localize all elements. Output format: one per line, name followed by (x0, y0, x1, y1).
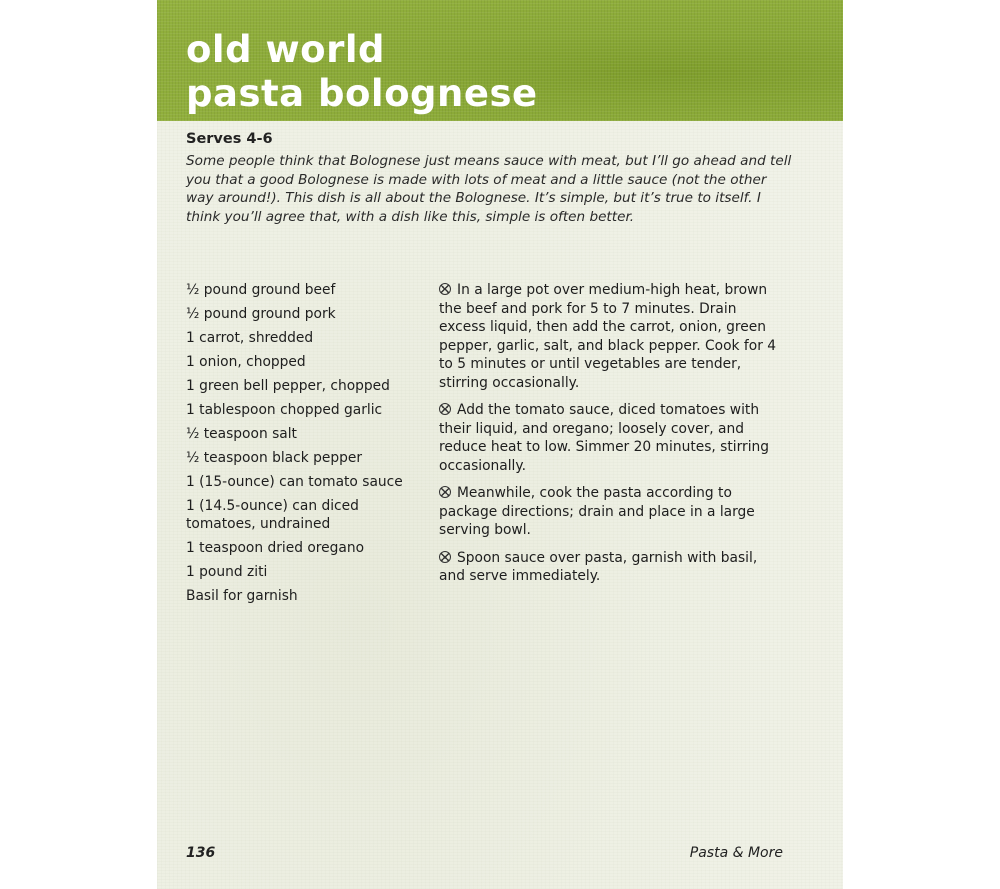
ingredient-item: 1 teaspoon dried oregano (186, 540, 365, 556)
ingredient-item: 1 (14.5-ounce) can diced tomatoes, undrained (186, 498, 359, 532)
serves-label: Serves 4-6 (186, 131, 273, 147)
ingredient-item: ½ pound ground beef (186, 282, 336, 298)
method-step (439, 484, 784, 540)
crossed-circle-icon (439, 486, 451, 498)
method-step-text: Meanwhile, cook the pasta according to package directions; drain and place in a large serving bowl. (439, 485, 755, 538)
recipe-title (186, 28, 538, 116)
crossed-circle-icon (439, 551, 451, 563)
ingredient-item: 1 tablespoon chopped garlic (186, 402, 383, 418)
method-step-text: In a large pot over medium-high heat, brown the beef and pork for 5 to 7 minutes. Drain excess liquid, then add the carrot, onion, green pepper, garlic, salt, and black pepper. Cook for 4 to 5 minutes or until vegetables are tender, stirring occasionally. (439, 282, 777, 391)
ingredient-item: Basil for garnish (186, 588, 298, 604)
method-step-text: Add the tomato sauce, diced tomatoes with their liquid, and oregano; loosely cover, and reduce heat to low. Simmer 20 minutes, stirring occasionally. (439, 402, 770, 474)
crossed-circle-icon (439, 283, 451, 295)
title-banner (157, 0, 843, 121)
method-step (439, 549, 784, 586)
page-number: 136 (186, 845, 216, 861)
ingredient-item: 1 carrot, shredded (186, 330, 314, 346)
method-step (439, 281, 784, 392)
ingredient-item: ½ teaspoon black pepper (186, 450, 362, 466)
ingredient-list (186, 281, 426, 611)
ingredient-item: 1 green bell pepper, chopped (186, 378, 390, 394)
ingredient-item: 1 pound ziti (186, 564, 268, 580)
title-line-1: old world (186, 28, 385, 71)
ingredient-item: 1 (15-ounce) can tomato sauce (186, 474, 403, 490)
recipe-intro: Some people think that Bolognese just means sauce with meat, but I’ll go ahead and tell you that a good Bolognese is made with lots of meat and a little sauce (not the other way around!). This dish is all about the Bolognese. It’s simple, but it’s true to itself. I think you’ll agree that, with a dish like this, simple is often better. (186, 153, 792, 225)
method-step (439, 401, 784, 475)
recipe-page (157, 0, 843, 889)
crossed-circle-icon (439, 403, 451, 415)
title-line-2: pasta bolognese (186, 72, 538, 115)
ingredient-item: ½ teaspoon salt (186, 426, 297, 442)
method-steps (439, 281, 784, 595)
ingredient-item: ½ pound ground pork (186, 306, 336, 322)
section-name: Pasta & More (689, 845, 783, 861)
method-step-text: Spoon sauce over pasta, garnish with basil, and serve immediately. (439, 549, 758, 584)
ingredient-item: 1 onion, chopped (186, 354, 306, 370)
